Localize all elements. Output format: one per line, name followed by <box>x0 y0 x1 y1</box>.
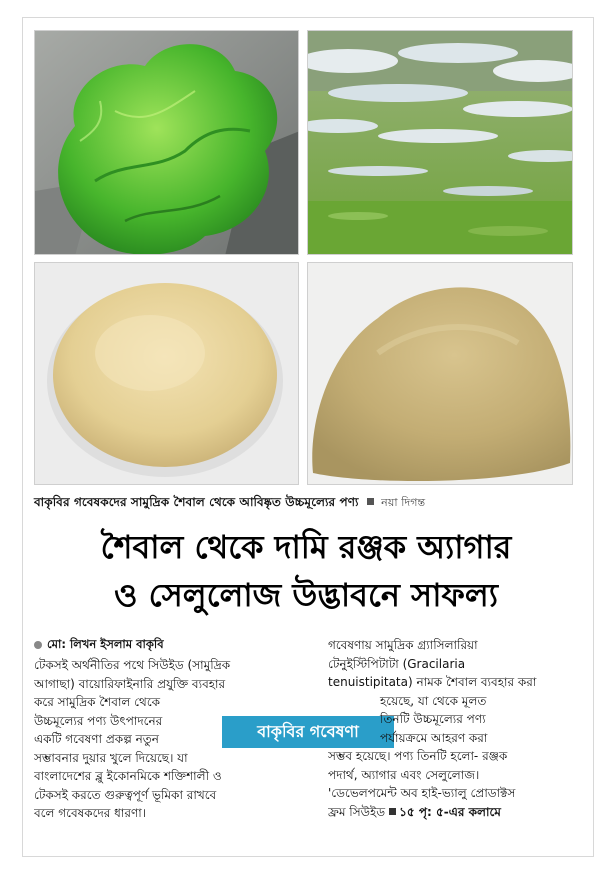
body-line: টেকসই অর্থনীতির পথে সিউইড (সামুদ্রিক <box>34 658 231 672</box>
caption-text: বাকৃবির গবেষকদের সামুদ্রিক শৈবাল থেকে আবিষ্কৃত উচ্চমূল্যের পণ্য <box>34 495 359 509</box>
right-column <box>328 636 574 821</box>
cellulose-powder-pile-photo <box>307 262 573 485</box>
seaweed-covered-rocks-photo <box>307 30 573 255</box>
section-kicker: বাকৃবির গবেষণা <box>218 716 394 748</box>
body-line: বলে গবেষকদের ধারণা। <box>34 806 147 820</box>
body-line: সম্ভাবনার দুয়ার খুলে দিয়েছে। যা <box>34 750 188 765</box>
byline-text: মো: লিখন ইসলাম বাকৃবি <box>47 637 164 651</box>
body-line: সম্ভব হয়েছে। পণ্য তিনটি হলো- রঞ্জক <box>328 749 508 763</box>
headline-line-1: শৈবাল থেকে দামি রঞ্জক অ্যাগার <box>100 528 512 566</box>
byline-dot-icon <box>34 641 42 649</box>
body-line: তিনটি উচ্চমূল্যের পণ্য <box>380 712 486 726</box>
headline-line-2: ও সেলুলোজ উদ্ভাবনে সাফল্য <box>113 576 498 614</box>
body-line: করে সামুদ্রিক শৈবাল থেকে <box>34 695 161 709</box>
body-line: টেনুইস্টিপিটাটা (Gracilaria <box>328 656 466 671</box>
square-bullet-icon <box>389 808 396 815</box>
agar-powder-pile-photo <box>34 262 299 485</box>
byline <box>34 636 164 655</box>
jump-line <box>328 803 574 822</box>
body-line: গবেষণায় সামুদ্রিক গ্র্যাসিলারিয়া <box>328 638 478 652</box>
body-line: একটি গবেষণা প্রকল্প নতুন <box>34 732 159 746</box>
square-bullet-icon <box>367 498 374 505</box>
body-line: পর্যায়ক্রমে আহরণ করা <box>380 730 488 745</box>
body-line: টেকসই করতে গুরুত্বপূর্ণ ভূমিকা রাখবে <box>34 787 217 802</box>
body-line: হয়েছে, যা থেকে মূলত <box>380 693 487 708</box>
body-line: আগাছা) বায়োরিফাইনারি প্রযুক্তি ব্যবহার <box>34 676 226 691</box>
body-line: উচ্চমূল্যের পণ্য উৎপাদনের <box>34 713 163 728</box>
photo-caption <box>34 494 574 514</box>
body-line: বাংলাদেশের ব্লু ইকোনমিকে শক্তিশালী ও <box>34 769 222 783</box>
caption-source: নয়া দিগন্ত <box>381 496 426 509</box>
body-line: 'ডেভেলপমেন্ট অব হাই-ভ্যালু প্রোডাক্টস <box>328 786 516 800</box>
body-line: পদার্থ, অ্যাগার এবং সেলুলোজ। <box>328 767 480 782</box>
body-line: tenuistipitata) নামক শৈবাল ব্যবহার করা <box>328 675 537 689</box>
continuation-link[interactable]: ১৫ পৃ: ৫-এর কলামে <box>399 804 501 819</box>
body-line: ফ্রম সিউইড <box>328 804 386 819</box>
green-seaweed-leaf-photo <box>34 30 299 255</box>
